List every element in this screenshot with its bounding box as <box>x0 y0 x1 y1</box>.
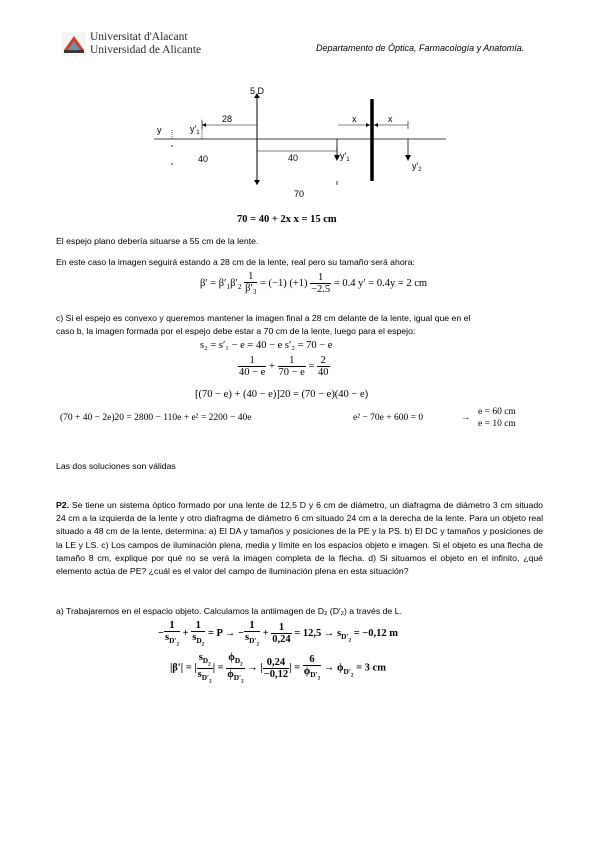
equation-4: $\frac{1}{40 - e}$ + $\frac{1}{70 - e}$ = $\frac{2}{40}$ <box>239 355 329 378</box>
label-28: 28 <box>222 114 233 124</box>
paragraph-part-a: a) Trabajaremos en el espacio objeto. Calculamos la antiimagen de D₂ (D′₂) a través de L. <box>56 606 402 616</box>
eq8-left: |β′| = <box>170 662 192 674</box>
eq8-result: = 3 cm <box>356 662 386 674</box>
paragraph-image-size: En este caso la imagen seguirá estando a 28 cm de la lente, real pero su tamaño será ahora: <box>56 257 415 267</box>
eq7-result: = −0,12 m <box>353 628 399 640</box>
eq8-v1: 0,24 <box>263 657 289 669</box>
equation-8: |β′| = | $\frac{s_{D_2}}{s_{D'_2}}$ | = $\frac{\phi_{D_2}}{\phi_{D'_2}}$ → | $\frac{0,24}{-0,12}$ | = $\frac{6}{\phi_{D'_2}}$ → $\phi_{D'_2} = 3$ cm <box>170 652 386 685</box>
label-40-left: 40 <box>198 154 209 164</box>
paragraph-mirror-position: El espejo plano debería situarse a 55 cm de la lente. <box>56 236 259 246</box>
label-y1-left: $y'_1$ <box>190 124 200 136</box>
paragraph-convex-2: caso b, la imagen formada por el espejo debe estar a 70 cm de la lente, luego para el espejo: <box>56 326 416 336</box>
eq7-mid: = P → − <box>207 628 245 640</box>
equation-5: [(70 − e) + (40 − e)]20 = (70 − e)(40 − e) <box>195 389 369 400</box>
university-crest-icon <box>62 32 86 56</box>
arrow-right-icon: → <box>461 413 471 423</box>
label-70: 70 <box>294 189 305 199</box>
equation-3: s₂ = s′₁ − e = 40 − e s′₂ = 70 − e <box>200 340 333 351</box>
eq8-f-num: 6 <box>303 654 322 666</box>
label-x-2: x <box>388 114 393 124</box>
eq4-f2-den: 70 − e <box>278 367 305 378</box>
problem-statement: Se tiene un sistema óptico formado por una lente de 12,5 D y 6 cm de diámetro, un diafragma de diámetro 3 cm situado 24 cm a la izquierda de la lente y otro diafragma de diámetro 6 cm situado 24 cm a la derecha de la lente. Para un objeto real situado a 48 cm de la lente, determina: a) El DA y tamaños y posiciones de la PE y la PS. b) El DC y tamaños y posiciones de la LE y LS. c) Los campos de iluminación plena, media y límite en los espacios objeto e imagen. Si el objeto es una flecha de tamaño 8 cm, explique por qué no se verá la imagen completa de la flecha. d) Si situamos el objeto en el infinito, ¿qué elemento actúa de PE? ¿cuál es el valor del campo de iluminación plena en esta situación? <box>56 500 543 577</box>
eq2-right: = 0.4 y′ = 0.4y = 2 cm <box>333 277 428 289</box>
paragraph-convex-1: c) Si el espejo es convexo y queremos mantener la imagen final a 28 cm delante de la lente, igual que en el <box>56 313 471 323</box>
label-40-mid: 40 <box>288 153 299 163</box>
paragraph-solutions: Las dos soluciones son válidas <box>56 461 176 471</box>
label-5d: 5 D <box>250 86 265 96</box>
eq2-left: β′ = β′ <box>200 277 227 289</box>
equation-6-left: (70 + 40 − 2e)20 = 2800 − 110e + e² = 2200 − 40e <box>60 413 252 423</box>
equation-6-sol1: e = 60 cm <box>478 407 516 417</box>
problem-p2 <box>56 499 543 578</box>
eq4-f3-num: 2 <box>317 355 330 367</box>
optical-diagram <box>150 85 450 203</box>
eq7-d: 0,24 <box>272 634 291 646</box>
eq2-frac-num: 1 <box>310 272 331 284</box>
university-logo <box>62 30 202 58</box>
label-y: y <box>157 125 162 135</box>
equation-6-sol2: e = 10 cm <box>478 419 516 429</box>
equation-1: 70 = 40 + 2x x = 15 cm <box>237 214 337 225</box>
label-x-1: x <box>352 114 357 124</box>
logo-line-1: Universitat d'Alacant <box>90 31 188 43</box>
eq4-f1-den: 40 − e <box>239 367 266 378</box>
eq8-v2: −0,12 <box>263 668 289 680</box>
problem-label: P2. <box>56 500 70 510</box>
equation-2: $\beta' = \beta'_1\beta'_2$ $\frac{1}{\beta'_3}$ = (−1) (+1) $\frac{1}{-2.5}$ = 0.4 y′ = 0.4y = 2 cm <box>200 271 428 297</box>
equation-7: − $\frac{1}{s_{D'_2}}$ + $\frac{1}{s_{D_2}}$ = P → − $\frac{1}{s_{D'_2}}$ + $\frac{1}{0,24}$ = $12,5 \to s_{D'_2} = -0,12$ m <box>158 620 399 648</box>
label-y1-mid: $y'_1$ <box>340 151 350 163</box>
equation-6-mid: e² − 70e + 600 = 0 <box>353 413 424 423</box>
logo-line-2: Universidad de Alicante <box>90 44 202 56</box>
eq4-f3-den: 40 <box>318 367 329 378</box>
eq2-frac-den: −2.5 <box>311 284 331 296</box>
eq7-right: = 12,5 → s <box>294 628 342 640</box>
eq2-mid: = (−1) (+1) <box>260 277 308 289</box>
label-y2: $y'_2$ <box>412 161 422 173</box>
department-name: Departamento de Óptica, Farmacología y Anatomía. <box>316 43 525 53</box>
